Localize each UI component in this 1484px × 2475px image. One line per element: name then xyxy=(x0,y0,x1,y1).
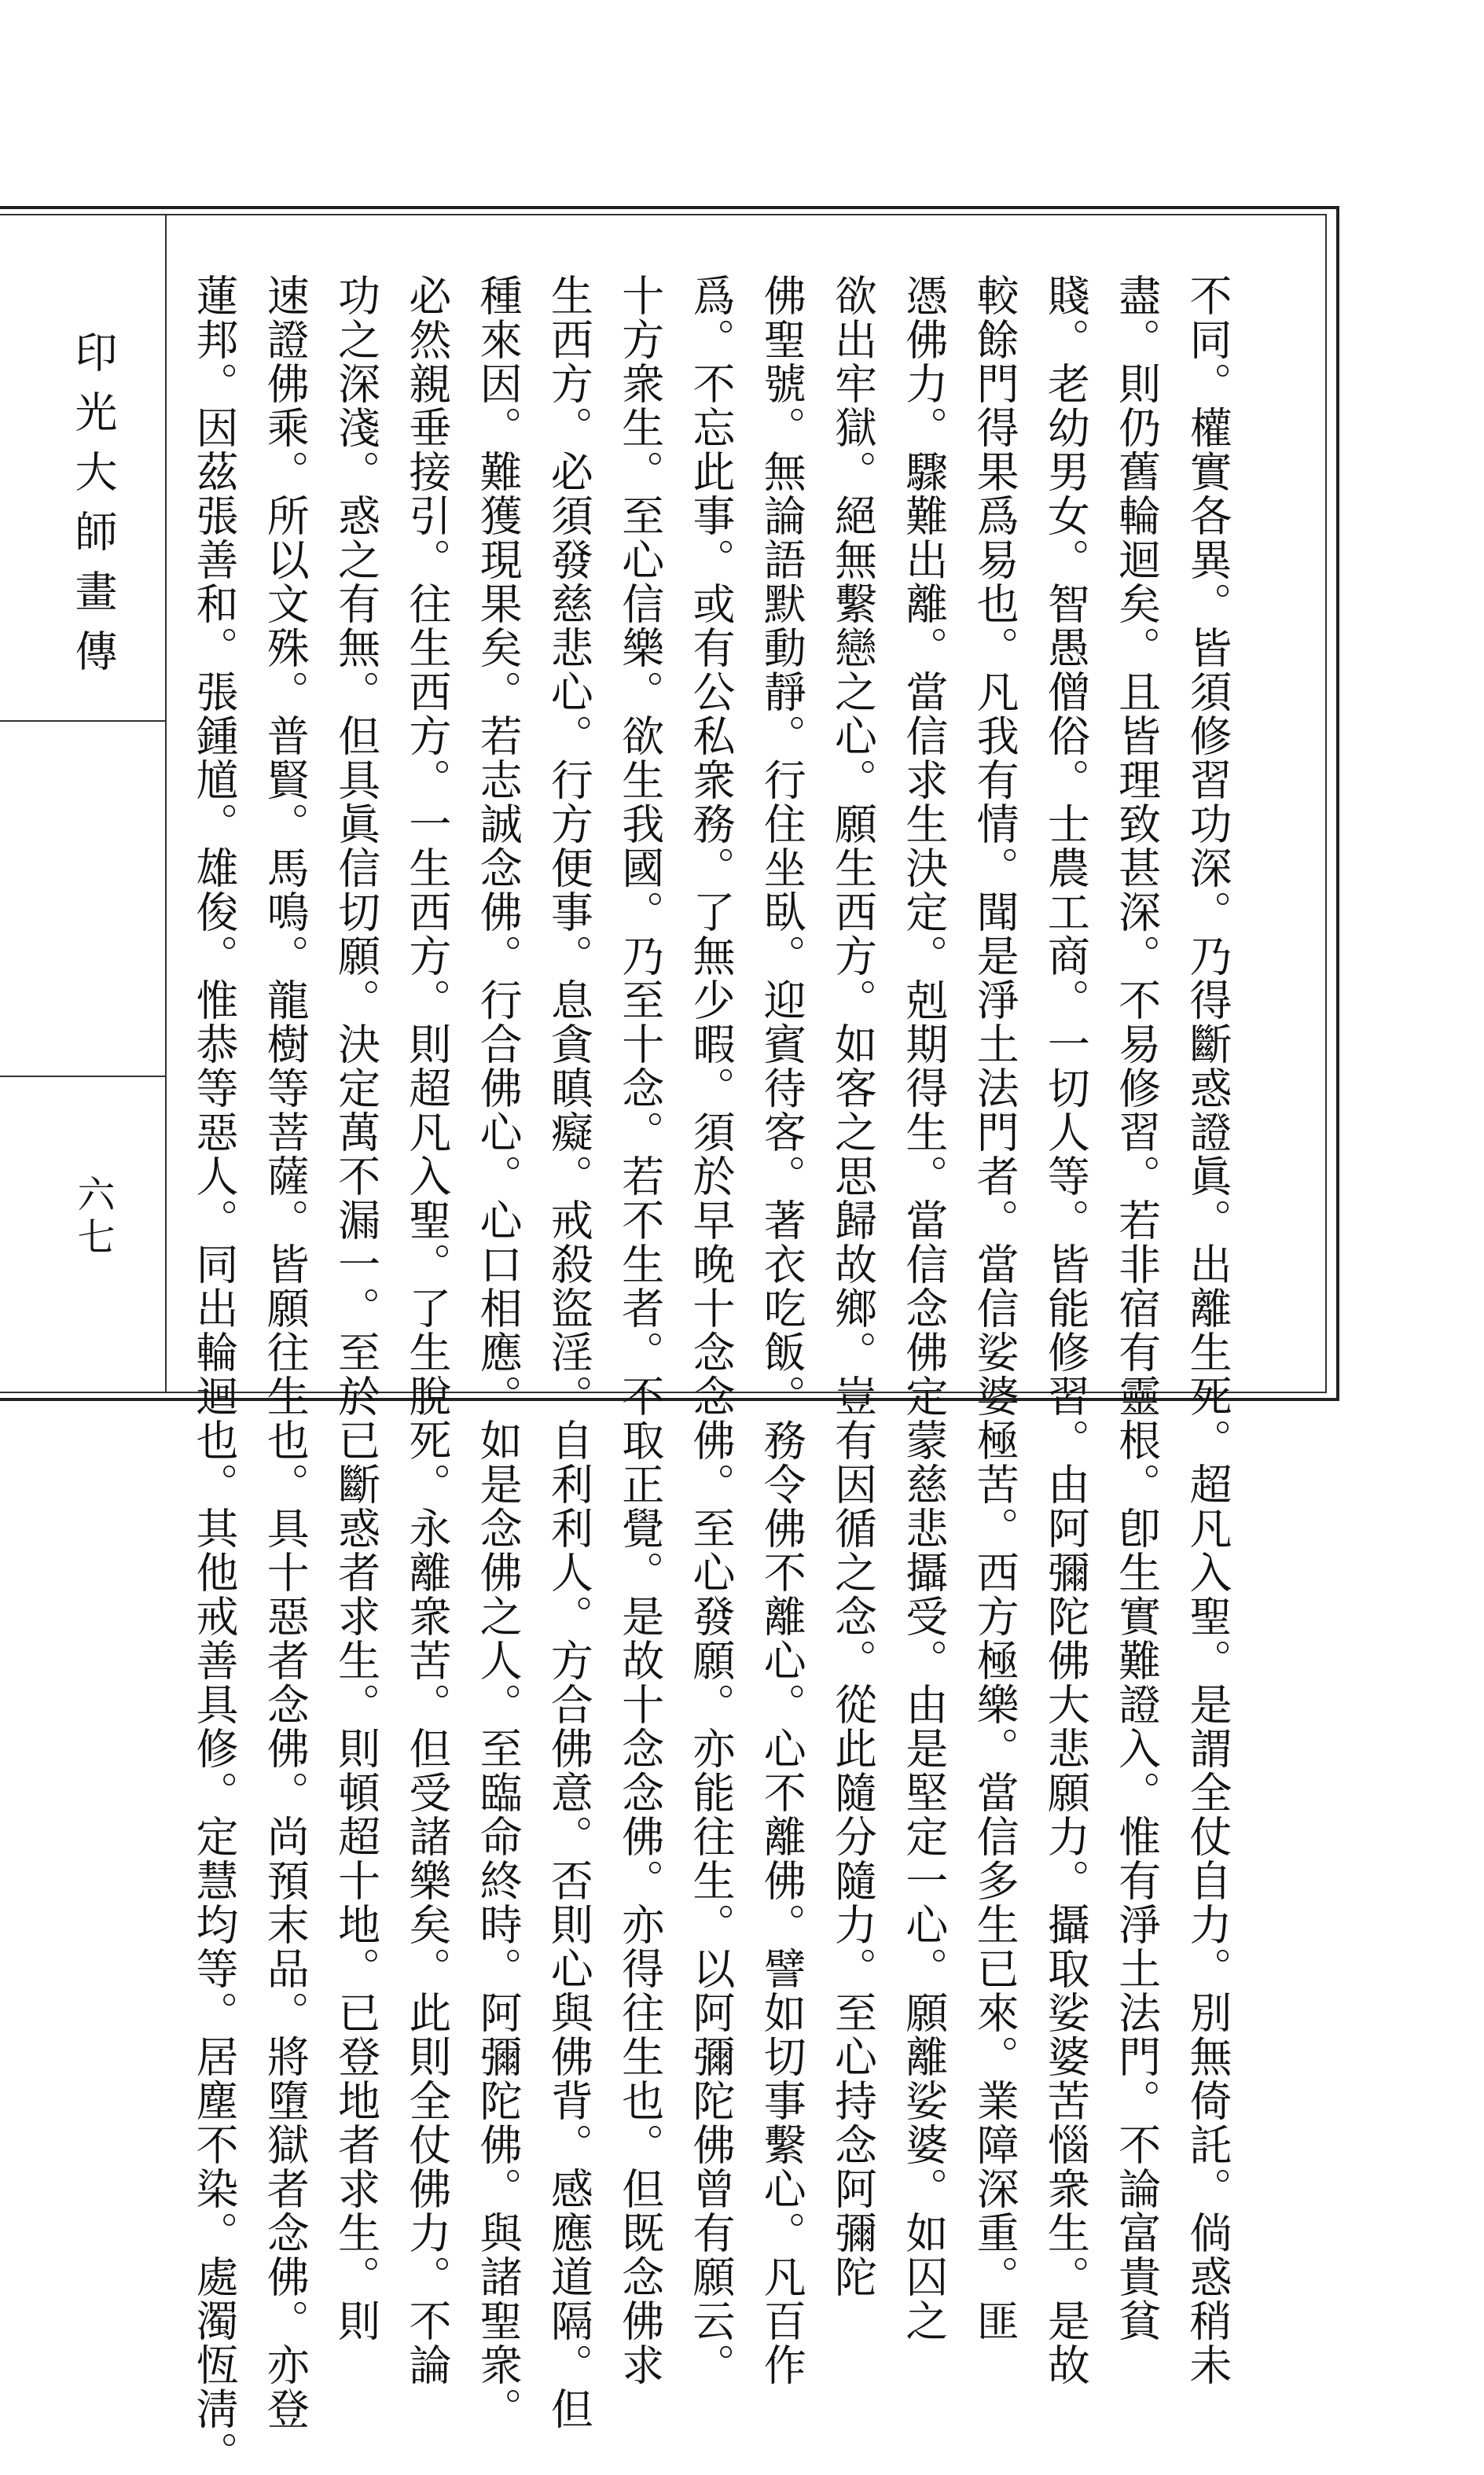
margin-divider xyxy=(165,215,167,1393)
body-text xyxy=(182,274,1239,2475)
text-column: 十方衆生。至心信樂。欲生我國。乃至十念。若不生者。不取正覺。是故十念念佛。亦得往生也。但既念佛求 xyxy=(615,274,665,2387)
text-column: 不同。權實各異。皆須修習功深。乃得斷惑證眞。出離生死。超凡入聖。是謂全仗自力。別無倚託。倘惑稍未 xyxy=(1182,274,1232,2387)
margin-rule-upper xyxy=(0,720,166,722)
page-number: 六七 xyxy=(71,1175,115,1260)
text-column: 較餘門得果爲易也。凡我有情。聞是淨土法門者。當信娑婆極苦。西方極樂。當信多生已來。業障深重。匪 xyxy=(970,274,1020,2343)
text-column: 賤。老幼男女。智愚僧俗。士農工商。一切人等。皆能修習。由阿彌陀佛大悲願力。攝取娑婆苦惱衆生。是故 xyxy=(1041,274,1091,2387)
text-column: 生西方。必須發慈悲心。行方便事。息貪瞋癡。戒殺盜淫。自利利人。方合佛意。否則心與佛背。感應道隔。但 xyxy=(544,274,594,2431)
margin-rule-lower xyxy=(0,1076,166,1077)
text-column: 佛聖號。無論語默動靜。行住坐臥。迎賓待客。著衣吃飯。務令佛不離心。心不離佛。譬如切事繫心。凡百作 xyxy=(757,274,807,2387)
text-column: 盡。則仍舊輪迴矣。且皆理致甚深。不易修習。若非宿有靈根。卽生實難證入。惟有淨土法門。不論富貴貧 xyxy=(1111,274,1162,2343)
text-column: 欲出牢獄。絕無繫戀之心。願生西方。如客之思歸故鄉。豈有因循之念。從此隨分隨力。至心持念阿彌陀 xyxy=(828,274,878,2299)
text-column: 必然親垂接引。往生西方。一生西方。則超凡入聖。了生脫死。永離衆苦。但受諸樂矣。此則全仗佛力。不論 xyxy=(402,274,452,2387)
book-title: 印光大師畫傳 xyxy=(68,330,118,689)
text-column: 憑佛力。驟難出離。當信求生決定。剋期得生。當信念佛定蒙慈悲攝受。由是堅定一心。願離娑婆。如囚之 xyxy=(898,274,949,2343)
text-column: 功之深淺。惑之有無。但具眞信切願。決定萬不漏一。至於已斷惑者求生。則頓超十地。已登地者求生。則 xyxy=(331,274,381,2343)
text-column: 速證佛乘。所以文殊。普賢。馬鳴。龍樹等菩薩。皆願往生也。具十惡者念佛。尚預末品。將墮獄者念佛。亦登 xyxy=(260,274,310,2431)
text-column: 爲。不忘此事。或有公私衆務。了無少暇。須於早晚十念念佛。至心發願。亦能往生。以阿彌陀佛曾有願云。 xyxy=(685,274,736,2387)
text-column: 種來因。難獲現果矣。若志誠念佛。行合佛心。心口相應。如是念佛之人。至臨命終時。阿彌陀佛。與諸聖衆。 xyxy=(473,274,523,2431)
text-column: 蓮邦。因茲張善和。張鍾馗。雄俊。惟恭等惡人。同出輪迴也。其他戒善具修。定慧均等。居塵不染。處濁恆淸。 xyxy=(189,274,239,2475)
